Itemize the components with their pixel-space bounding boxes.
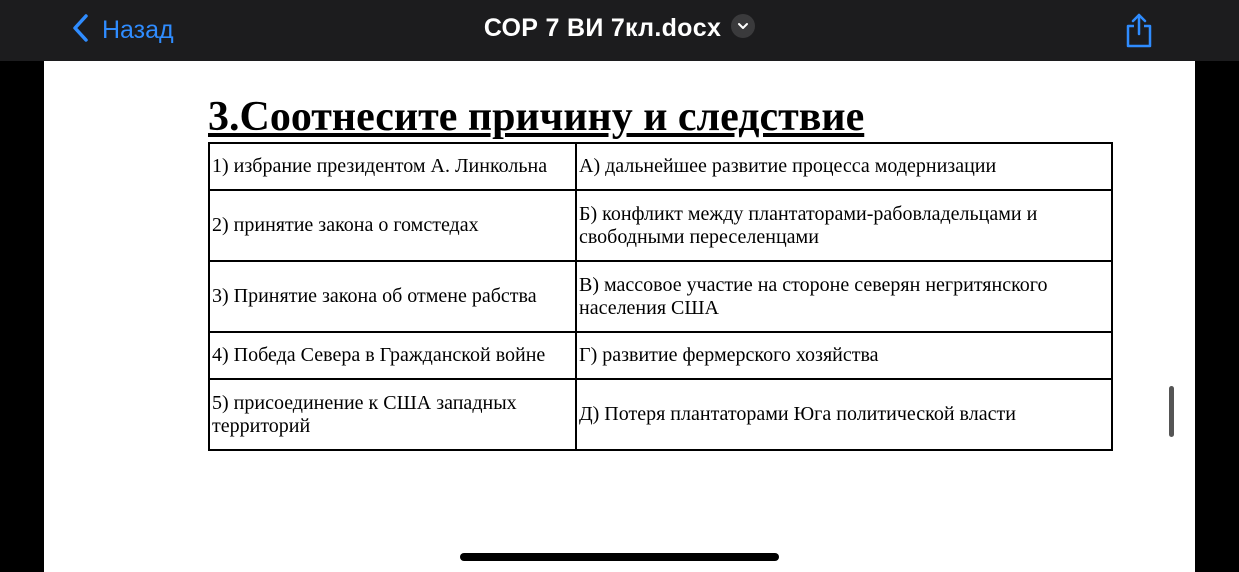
effect-cell: А) дальнейшее развитие процесса модернизации [576, 143, 1112, 190]
table-row [209, 379, 1112, 450]
effect-cell: Д) Потеря плантаторами Юга политической власти [576, 379, 1112, 450]
effect-cell: Б) конфликт между плантаторами-рабовладельцами и свободными переселенцами [576, 190, 1112, 261]
cause-cell: 2) принятие закона о гомстедах [209, 190, 576, 261]
cause-cell: 3) Принятие закона об отмене рабства [209, 261, 576, 332]
effect-cell: В) массовое участие на стороне северян негритянского населения США [576, 261, 1112, 332]
document-title: СОР 7 ВИ 7кл.docx [483, 14, 722, 42]
scrollbar[interactable] [1169, 386, 1174, 437]
home-indicator[interactable] [460, 553, 779, 561]
table-row [209, 143, 1112, 190]
cause-cell: 4) Победа Севера в Гражданской войне [209, 332, 576, 379]
share-icon[interactable] [1124, 12, 1154, 48]
cause-cell: 1) избрание президентом А. Линкольна [209, 143, 576, 190]
back-label: Назад [102, 15, 174, 44]
effect-cell: Г) развитие фермерского хозяйства [576, 332, 1112, 379]
chevron-down-icon[interactable] [731, 14, 755, 38]
table-row [209, 261, 1112, 332]
document-page [44, 61, 1195, 572]
matching-table [208, 142, 1113, 451]
document-title-menu[interactable] [0, 14, 1239, 43]
top-toolbar [0, 0, 1239, 61]
task-heading: 3.Соотнесите причину и следствие [208, 94, 865, 140]
cause-cell: 5) присоединение к США западных территорий [209, 379, 576, 450]
table-row [209, 190, 1112, 261]
table-row [209, 332, 1112, 379]
